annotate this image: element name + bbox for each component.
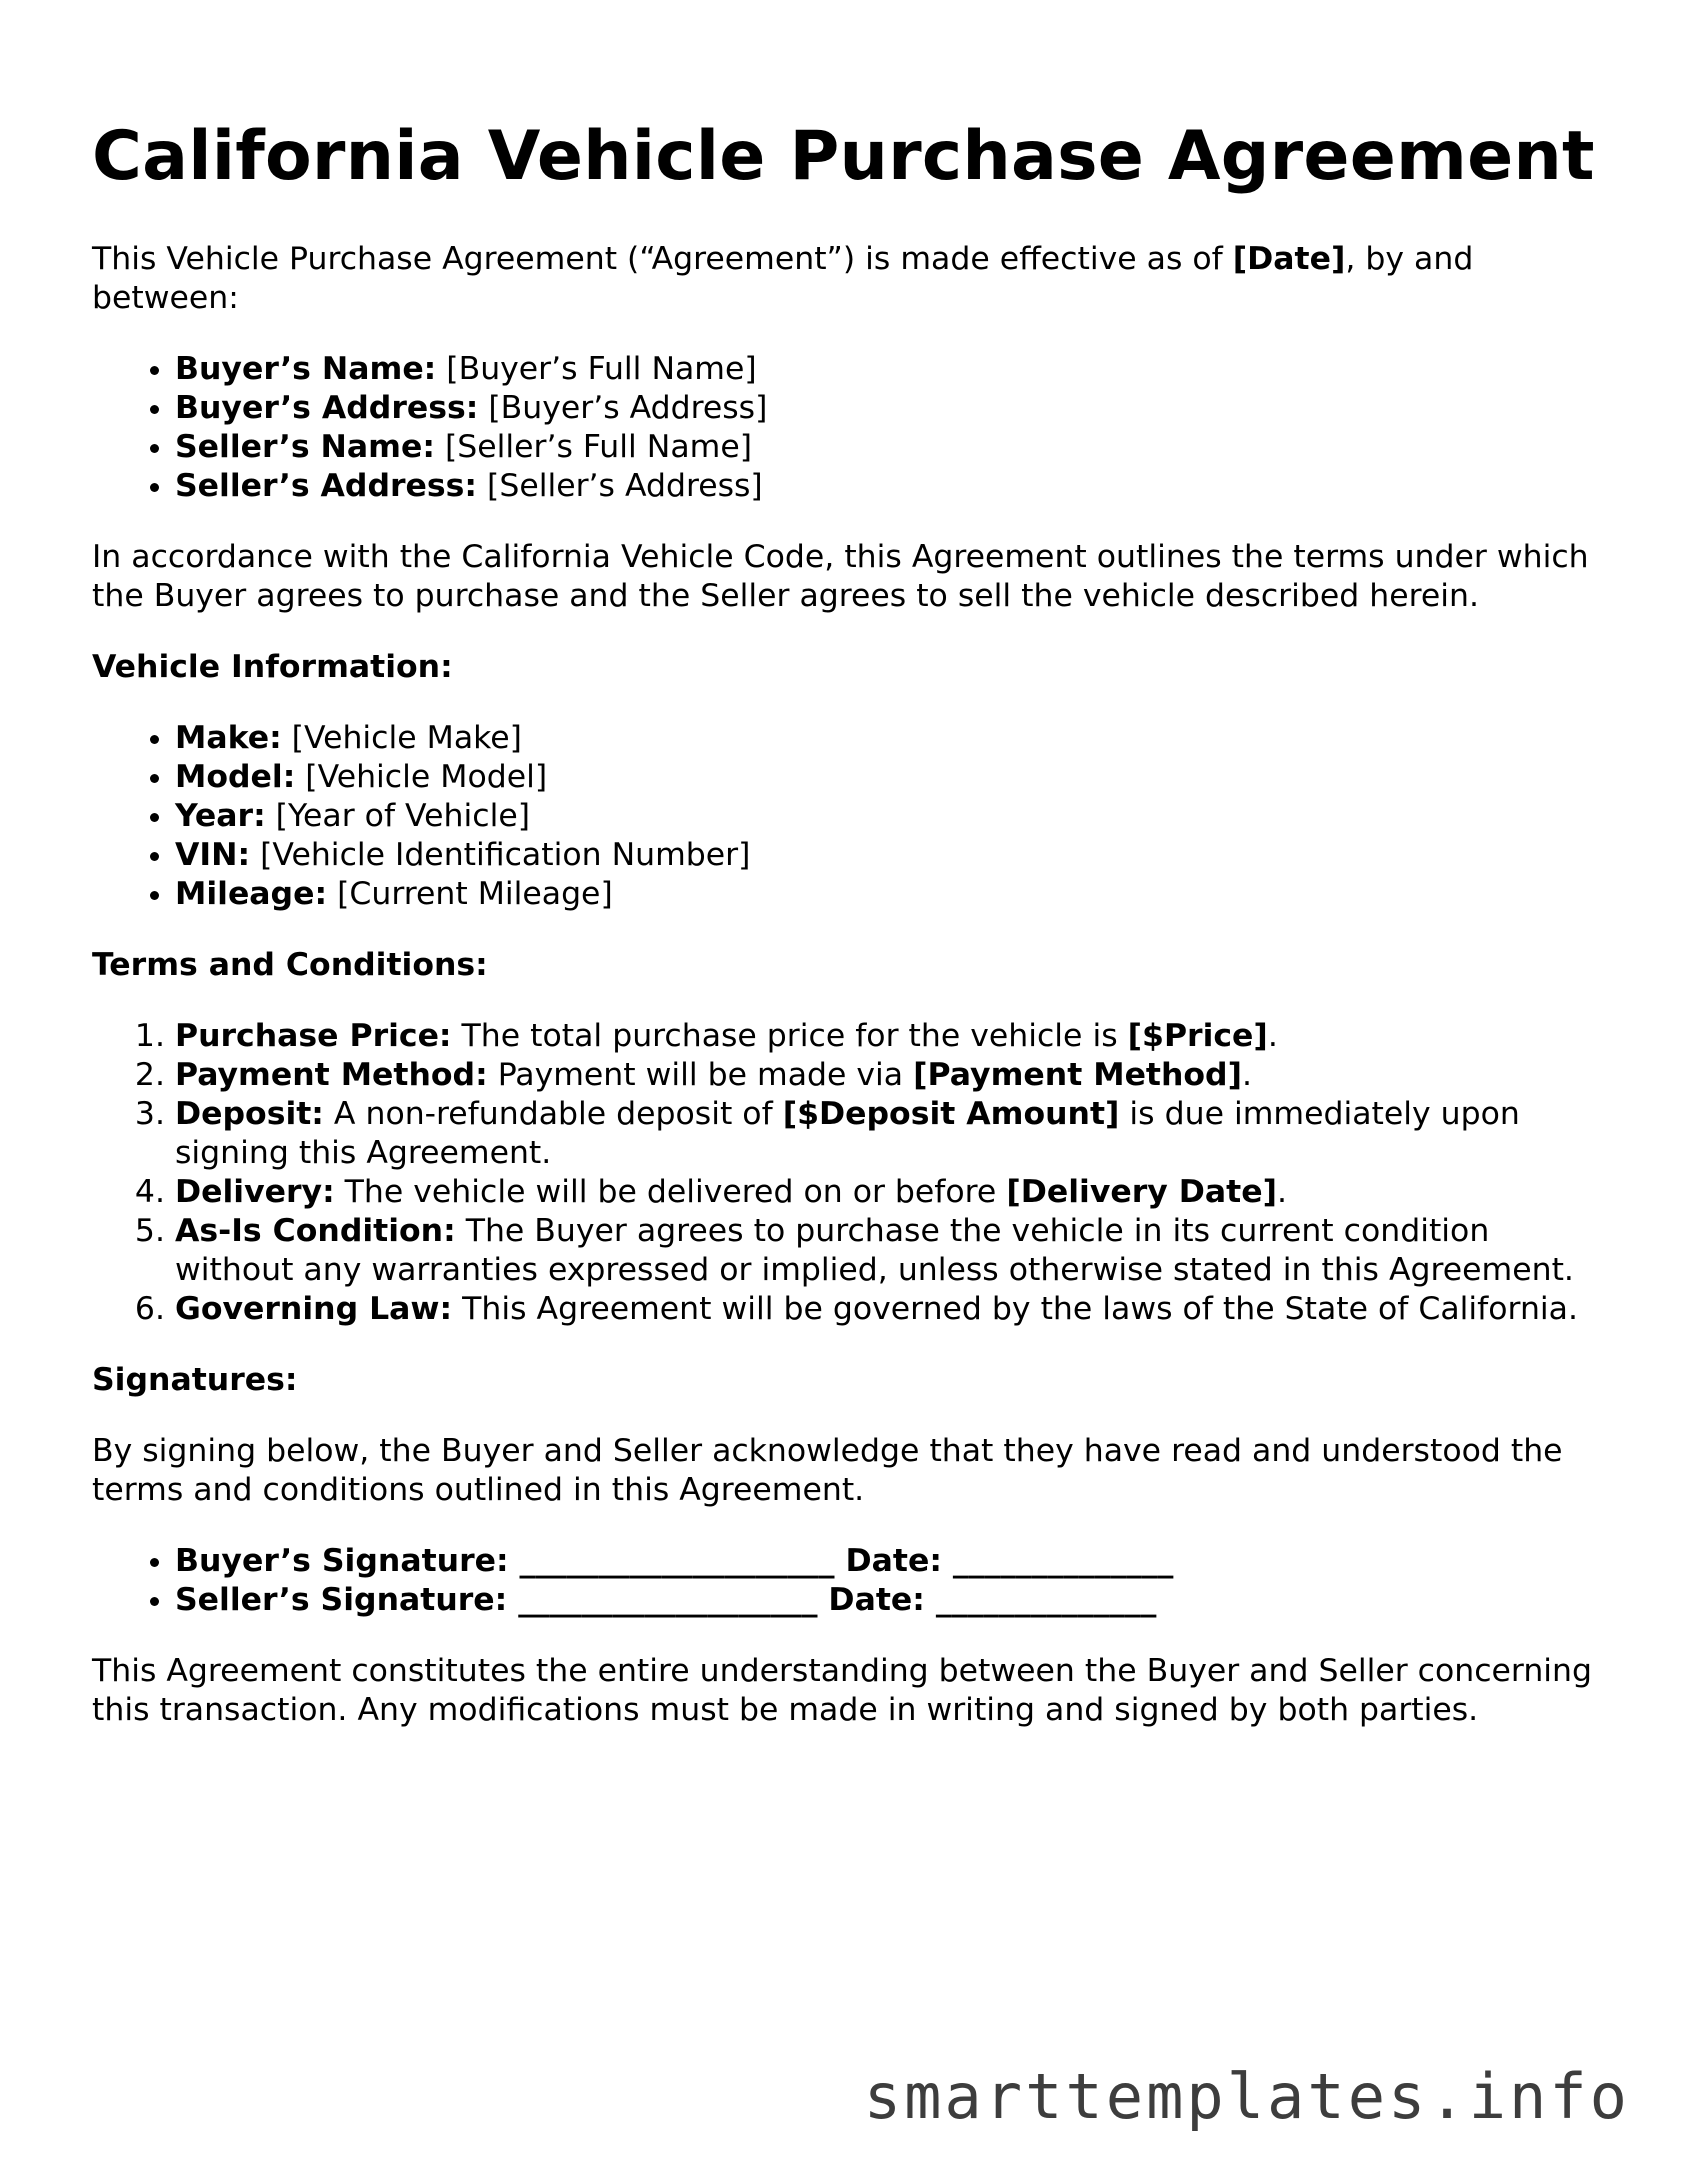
term-text: This Agreement will be governed by the laws of the State of California. bbox=[452, 1291, 1578, 1328]
list-item bbox=[175, 389, 1612, 428]
list-item bbox=[175, 1056, 1612, 1095]
list-item bbox=[175, 1173, 1612, 1212]
list-item bbox=[175, 836, 1612, 875]
list-item bbox=[175, 875, 1612, 914]
list-item bbox=[175, 719, 1612, 758]
term-tail: . bbox=[1267, 1018, 1278, 1055]
signatures-list bbox=[92, 1542, 1612, 1620]
term-label: As-Is Condition: bbox=[175, 1213, 456, 1250]
item-value: [Vehicle Identification Number] bbox=[250, 837, 751, 874]
term-placeholder: [$Deposit Amount] bbox=[782, 1096, 1120, 1133]
vehicle-heading: Vehicle Information: bbox=[92, 649, 453, 686]
list-item bbox=[175, 1017, 1612, 1056]
intro-paragraph bbox=[92, 240, 1612, 318]
list-item bbox=[175, 797, 1612, 836]
term-placeholder: [$Price] bbox=[1127, 1018, 1268, 1055]
item-value: [Buyer’s Address] bbox=[478, 390, 768, 427]
item-value: [Seller’s Full Name] bbox=[434, 429, 752, 466]
item-label: Year: bbox=[175, 798, 266, 835]
term-tail: . bbox=[1277, 1174, 1288, 1211]
closing-paragraph: This Agreement constitutes the entire understanding between the Buyer and Seller concerning this transaction. Any modifications must be made in writing and signed by both parties. bbox=[92, 1653, 1593, 1729]
item-value: [Year of Vehicle] bbox=[265, 798, 530, 835]
term-text: The Buyer agrees to purchase the vehicle in its current condition without any warranties expressed or implied, unless otherwise stated in this Agreement. bbox=[175, 1213, 1574, 1289]
term-text: Payment will be made via bbox=[487, 1057, 914, 1094]
parties-list bbox=[92, 350, 1612, 506]
watermark-text: smarttemplates.info bbox=[863, 2060, 1630, 2133]
list-item bbox=[175, 1095, 1612, 1173]
intro-date-placeholder: [Date] bbox=[1232, 241, 1346, 278]
term-label: Governing Law: bbox=[175, 1291, 453, 1328]
item-label: Seller’s Address: bbox=[175, 468, 478, 505]
item-value: [Seller’s Address] bbox=[477, 468, 763, 505]
terms-list bbox=[92, 1017, 1612, 1329]
list-item bbox=[175, 1212, 1612, 1290]
item-label: Buyer’s Name: bbox=[175, 351, 437, 388]
term-label: Delivery: bbox=[175, 1174, 335, 1211]
intro-text-before: This Vehicle Purchase Agreement (“Agreement”) is made effective as of bbox=[92, 241, 1233, 278]
term-tail: is due immediately upon signing this Agreement. bbox=[175, 1096, 1520, 1172]
item-value: [Buyer’s Full Name] bbox=[436, 351, 757, 388]
list-item bbox=[175, 428, 1612, 467]
vehicle-list bbox=[92, 719, 1612, 914]
item-label: Buyer’s Address: bbox=[175, 390, 479, 427]
signature-text: Seller’s Signature: ___________________ Date: ______________ bbox=[175, 1582, 1157, 1619]
intro-text-after: , by and between: bbox=[92, 241, 1474, 317]
item-value: [Current Mileage] bbox=[327, 876, 613, 913]
item-value: [Vehicle Model] bbox=[295, 759, 548, 796]
item-label: Seller’s Name: bbox=[175, 429, 435, 466]
term-text: The total purchase price for the vehicle is bbox=[451, 1018, 1128, 1055]
signatures-heading: Signatures: bbox=[92, 1362, 298, 1399]
list-item bbox=[175, 758, 1612, 797]
terms-heading: Terms and Conditions: bbox=[92, 947, 488, 984]
list-item bbox=[175, 467, 1612, 506]
term-tail: . bbox=[1242, 1057, 1253, 1094]
term-placeholder: [Delivery Date] bbox=[1006, 1174, 1277, 1211]
term-label: Payment Method: bbox=[175, 1057, 488, 1094]
term-text: A non-refundable deposit of bbox=[323, 1096, 783, 1133]
signature-text: Buyer’s Signature: ____________________ Date: ______________ bbox=[175, 1543, 1174, 1580]
list-item bbox=[175, 1290, 1612, 1329]
list-item bbox=[175, 350, 1612, 389]
term-placeholder: [Payment Method] bbox=[913, 1057, 1242, 1094]
item-label: Model: bbox=[175, 759, 296, 796]
code-paragraph: In accordance with the California Vehicle Code, this Agreement outlines the terms under which the Buyer agrees to purchase and the Seller agrees to sell the vehicle described herein. bbox=[92, 539, 1589, 615]
term-text: The vehicle will be delivered on or before bbox=[334, 1174, 1007, 1211]
item-label: Make: bbox=[175, 720, 282, 757]
buyer-signature-line bbox=[175, 1542, 1612, 1581]
item-label: VIN: bbox=[175, 837, 251, 874]
signatures-paragraph: By signing below, the Buyer and Seller acknowledge that they have read and understood the terms and conditions outlined in this Agreement. bbox=[92, 1433, 1563, 1509]
seller-signature-line bbox=[175, 1581, 1612, 1620]
item-value: [Vehicle Make] bbox=[281, 720, 522, 757]
document-title: California Vehicle Purchase Agreement bbox=[92, 117, 1595, 196]
item-label: Mileage: bbox=[175, 876, 328, 913]
term-label: Deposit: bbox=[175, 1096, 324, 1133]
term-label: Purchase Price: bbox=[175, 1018, 452, 1055]
document-page bbox=[92, 118, 1612, 1762]
